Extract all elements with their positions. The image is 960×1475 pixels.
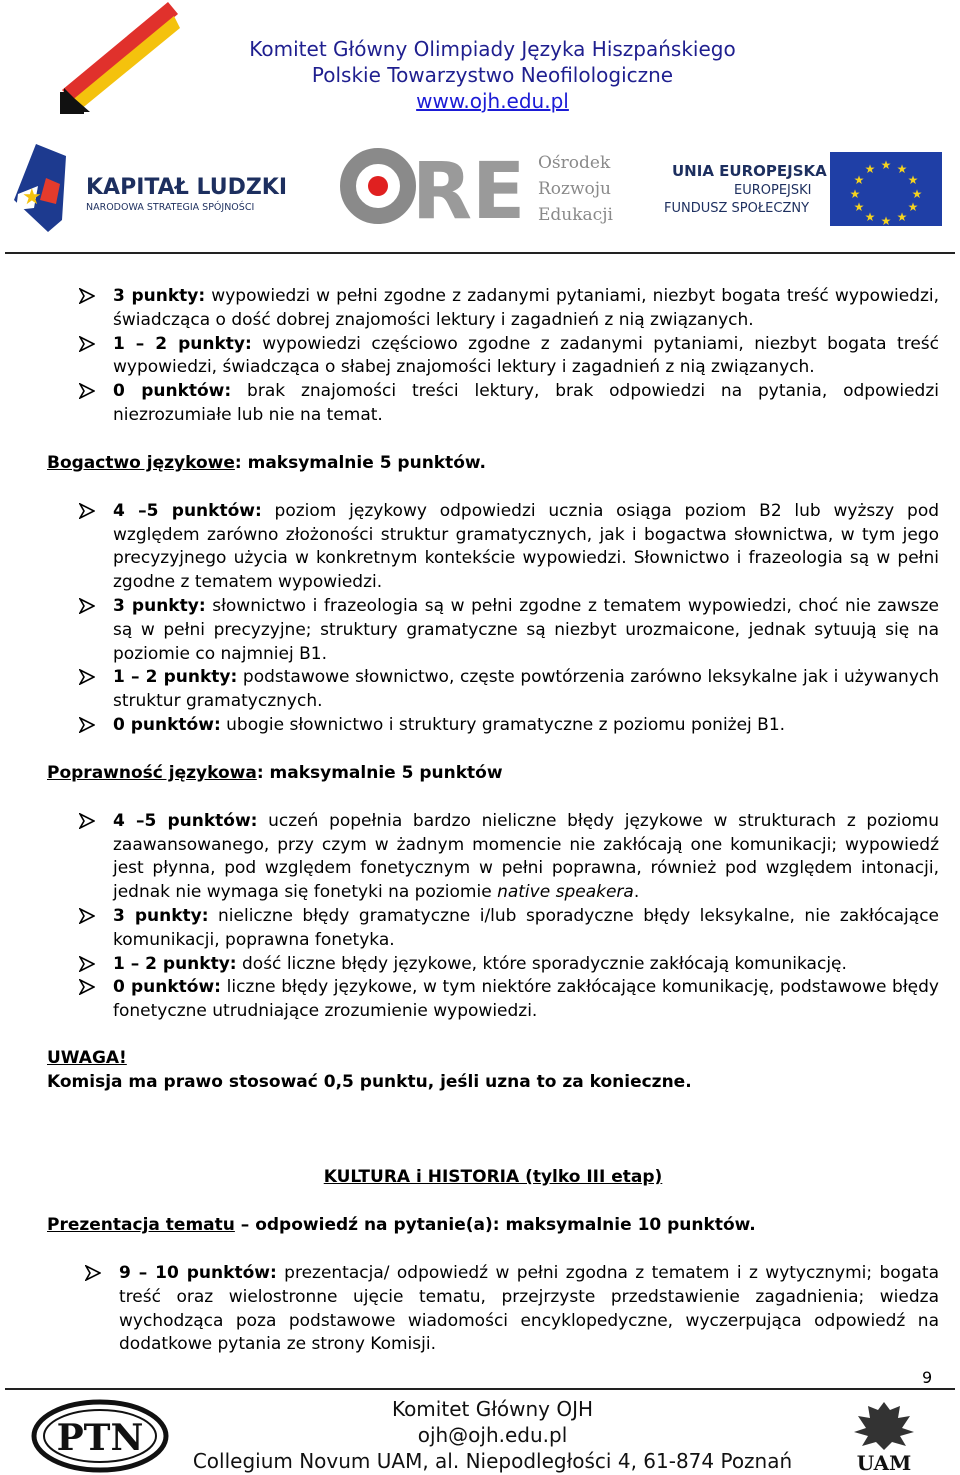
svg-text:★: ★ (853, 173, 865, 187)
list-item (47, 953, 939, 977)
section-heading (47, 1214, 939, 1238)
arrow-bullet-icon (79, 979, 95, 995)
criterion-score: 9 – 10 punktów: (119, 1263, 277, 1283)
ptn-logo-text: PTN (56, 1417, 144, 1459)
criterion-text: dość liczne błędy językowe, które sporadycznie zakłócają komunikację. (236, 953, 847, 974)
criterion-text-end: . (633, 882, 640, 903)
section-topic-presentation (47, 1214, 939, 1238)
footer-divider (5, 1388, 955, 1390)
arrow-bullet-icon (79, 288, 95, 304)
header-divider (5, 252, 955, 254)
criterion-text: nieliczne błędy gramatyczne i/lub sporadyczne błędy leksykalne, nie zakłócające komunikacji, poprawna fonetyka. (113, 905, 940, 950)
section-heading-title: Prezentacja tematu (47, 1215, 235, 1235)
note-title: UWAGA! (47, 1048, 127, 1068)
svg-text:★: ★ (853, 200, 865, 214)
section-heading-points: : maksymalnie 5 punktów. (234, 453, 486, 473)
list-item (47, 333, 939, 381)
criterion-text: słownictwo i frazeologia są w pełni zgodne z tematem wypowiedzi, choć nie zawsze są w pełni precyzyjne; struktury gramatyczne są niezbyt urozmaicone, jednak sytuują się na poziomie co najmniej B1. (113, 595, 939, 664)
criterion-score: 0 punktów: (113, 977, 221, 998)
ore-line1: Ośrodek (538, 153, 611, 173)
svg-text:RE: RE (412, 147, 526, 234)
criterion-text: liczne błędy językowe, w tym niektóre zakłócające komunikację, podstawowe błędy fonetyczne utrudniające zrozumienie wypowiedzi. (113, 977, 939, 1022)
section-title: KULTURA i HISTORIA (tylko III etap) (323, 1167, 663, 1187)
criterion-score: 4 –5 punktów: (113, 810, 258, 831)
footer-committee: Komitet Główny OJH (391, 1397, 594, 1421)
list-item (47, 1262, 939, 1357)
svg-text:★: ★ (880, 158, 892, 172)
uam-eagle-logo (850, 1398, 918, 1474)
list-item (47, 666, 939, 714)
ptn-logo (30, 1398, 170, 1474)
arrow-bullet-icon (79, 598, 95, 614)
criterion-score: 1 – 2 punkty: (113, 667, 238, 688)
page-number: 9 (922, 1368, 933, 1387)
note-text: Komisja ma prawo stosować 0,5 punktu, jeśli uzna to za konieczne. (47, 1071, 692, 1092)
arrow-bullet-icon (79, 503, 95, 519)
criterion-text: wypowiedzi w pełni zgodne z zadanymi pytaniami, niezbyt bogata treść wypowiedzi, świadcząca o dość dobrej znajomości lektury i zagadnień z nią związanych. (113, 286, 940, 330)
list-item (47, 976, 939, 1024)
criterion-score: 1 – 2 punkty: (113, 333, 252, 354)
list-item (47, 810, 939, 905)
kapital-ludzki-subtitle: NARODOWA STRATEGIA SPÓJNOŚCI (86, 202, 255, 213)
arrow-bullet-icon (79, 336, 95, 352)
list-item (47, 595, 939, 666)
footer-address: Collegium Novum UAM, al. Niepodległości 4, 61-874 Poznań (192, 1449, 793, 1473)
svg-text:★: ★ (907, 173, 919, 187)
svg-text:★: ★ (22, 185, 42, 210)
criterion-text: prezentacja/ odpowiedź w pełni zgodna z tematem i z wytycznymi; bogata treść oraz wielostronne ujęcie tematu, przejrzyste przedstawienie zagadnienia; wiedza wychodząca poza podstawowe wiadomości encyklopedyczne, wyczerpująca odpowiedź na dodatkowe pytania ze strony Komisji. (119, 1263, 939, 1355)
ore-line2: Rozwoju (538, 179, 611, 199)
note-block (47, 1047, 939, 1095)
list-item (47, 500, 939, 595)
arrow-bullet-icon (79, 383, 95, 399)
section-culture-history-title (47, 1166, 939, 1190)
eu-title: UNIA EUROPEJSKA (672, 162, 827, 180)
criterion-score: 0 punktów: (113, 714, 221, 735)
svg-text:★: ★ (864, 162, 876, 176)
section-language-richness (47, 452, 939, 738)
header-society-name: Polskie Towarzystwo Neofilologiczne (311, 63, 674, 87)
criterion-text: poziom językowy odpowiedzi ucznia osiąga poziom B2 lub wyższy pod względem zarówno złożoności struktur gramatycznych, jak i bogactwa słownictwa, w tym jego precyzyjnego użycia w konkretnym kontekście wypowiedzi. Słownictwo i frazeologia są w pełni zgodne z tematem wypowiedzi. (113, 500, 940, 593)
eu-fund-line2: FUNDUSZ SPOŁECZNY (664, 201, 810, 216)
criterion-score: 3 punkty: (113, 595, 206, 616)
section-heading (47, 762, 939, 786)
list-item (47, 714, 939, 738)
eu-social-fund-logo (660, 148, 945, 228)
section-heading-points: – odpowiedź na pytanie(a): maksymalnie 10 punktów. (234, 1215, 756, 1235)
arrow-bullet-icon (85, 1265, 101, 1281)
section-heading-points: : maksymalnie 5 punktów (256, 763, 503, 783)
list-item (47, 905, 939, 953)
arrow-bullet-icon (79, 813, 95, 829)
section-heading (47, 452, 939, 476)
svg-text:★: ★ (911, 187, 923, 201)
footer-email[interactable]: ojh@ojh.edu.pl (417, 1423, 568, 1447)
criterion-score: 1 – 2 punkty: (113, 953, 237, 974)
criterion-text: ubogie słownictwo i struktury gramatyczne z poziomu poniżej B1. (220, 714, 786, 735)
arrow-bullet-icon (79, 908, 95, 924)
criterion-text-italic: native speakera (497, 882, 634, 903)
criterion-score: 3 punkty: (113, 905, 209, 926)
header-committee-name: Komitet Główny Olimpiady Języka Hiszpańskiego (249, 37, 736, 61)
topic-presentation-criteria (47, 1262, 939, 1357)
section-content-criteria-continued (47, 285, 939, 428)
svg-text:★: ★ (880, 214, 892, 228)
kapital-ludzki-title: KAPITAŁ LUDZKI (86, 175, 288, 200)
section-heading-title: Poprawność językowa (47, 763, 257, 783)
svg-text:★: ★ (896, 162, 908, 176)
svg-text:★: ★ (864, 210, 876, 224)
ore-line3: Edukacji (538, 205, 613, 225)
svg-text:★: ★ (849, 187, 861, 201)
arrow-bullet-icon (79, 717, 95, 733)
svg-text:★: ★ (896, 210, 908, 224)
section-heading-title: Bogactwo językowe (47, 453, 235, 473)
criterion-text: wypowiedzi częściowo zgodne z zadanymi pytaniami, niezbyt bogata treść wypowiedzi, świadcząca o słabej znajomości lektury i zagadnień z nią związanych. (113, 333, 939, 378)
criterion-score: 4 –5 punktów: (113, 500, 262, 521)
eu-fund-line1: EUROPEJSKI (734, 183, 812, 198)
section-language-correctness (47, 762, 939, 1024)
svg-text:★: ★ (907, 200, 919, 214)
list-item (47, 380, 939, 428)
list-item (47, 285, 939, 333)
ore-logo (340, 142, 630, 234)
olympiad-stripes-logo (60, 2, 182, 114)
criterion-score: 0 punktów: (113, 381, 232, 402)
arrow-bullet-icon (79, 669, 95, 685)
kapital-ludzki-logo (8, 138, 298, 236)
criterion-text: podstawowe słownictwo, częste powtórzenia zarówno leksykalne jak i używanych struktur gramatycznych. (113, 667, 939, 712)
criterion-text: uczeń popełnia bardzo nieliczne błędy językowe w strukturach z poziomu zaawansowanego, przy czym w żadnym momencie nie zakłócają one komunikacji; wypowiedź jest płynna, pod względem fonetycznym w pełni poprawna, również pod względem intonacji, jednak nie wymaga się fonetyki na poziomie (113, 810, 939, 903)
criterion-text: brak znajomości treści lektury, brak odpowiedzi na pytania, odpowiedzi niezrozumiałe lub nie na temat. (113, 381, 939, 425)
arrow-bullet-icon (79, 956, 95, 972)
header-website-link[interactable]: www.ojh.edu.pl (416, 89, 569, 113)
criterion-score: 3 punkty: (113, 286, 206, 306)
uam-logo-text: UAM (856, 1451, 912, 1474)
